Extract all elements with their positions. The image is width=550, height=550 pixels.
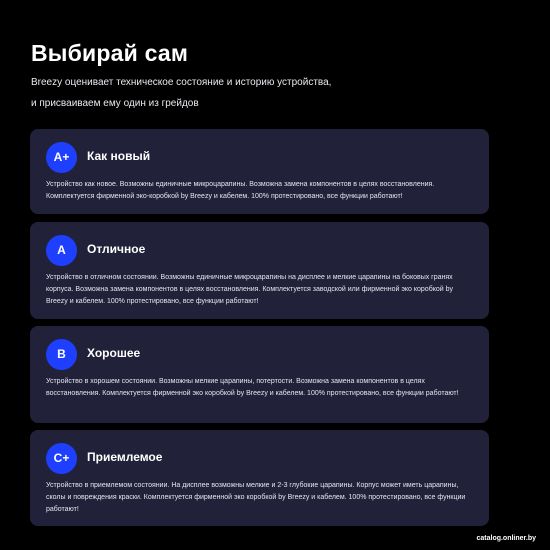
watermark: catalog.onliner.by xyxy=(476,535,536,542)
grade-badge: A xyxy=(46,235,77,266)
grade-badge: B xyxy=(46,339,77,370)
page-title: Выбирай сам xyxy=(31,40,189,66)
grade-description: Устройство в отличном состоянии. Возможны единичные микроцарапины на дисплее и мелкие царапины на боковых гранях корпуса. Возможна замена компонентов в целях восстановления. Комплектуется заводской или фирменной эко коробкой by Breezy и кабелем. 100% протестировано, все функции работают! xyxy=(46,274,453,305)
subtitle-line: и присваиваем ему один из грейдов xyxy=(31,98,199,109)
grade-description: Устройство в хорошем состоянии. Возможны мелкие царапины, потертости. Возможна замена компонентов в целях восстановления. Комплектуется фирменной эко коробкой by Breezy и кабелем. 100% протестировано, все функции работают! xyxy=(46,378,459,397)
grade-card-a xyxy=(30,222,489,319)
grade-title: Отличное xyxy=(87,242,146,256)
page-subtitle xyxy=(31,72,511,114)
grade-description: Устройство как новое. Возможны единичные микроцарапины. Возможна замена компонентов в целях восстановления. Комплектуется фирменной эко-коробкой by Breezy и кабелем. 100% протестировано, все функции работают! xyxy=(46,181,435,200)
grade-title: Как новый xyxy=(87,149,151,163)
grade-title: Приемлемое xyxy=(87,450,163,464)
grade-card-a-plus xyxy=(30,129,489,214)
grade-card-b xyxy=(30,326,489,423)
grade-description: Устройство в приемлемом состоянии. На дисплее возможны мелкие и 2-3 глубокие царапины. Корпус может иметь царапины, сколы и повреждения краски. Комплектуется фирменной эко коробкой by Breezy и кабелем. 100% протестировано, все функции работают! xyxy=(46,482,466,513)
grade-badge: A+ xyxy=(46,142,77,173)
grade-badge: C+ xyxy=(46,443,77,474)
grade-card-c-plus xyxy=(30,430,489,526)
grade-title: Хорошее xyxy=(87,346,141,360)
subtitle-line: Breezy оценивает техническое состояние и историю устройства, xyxy=(31,77,332,88)
